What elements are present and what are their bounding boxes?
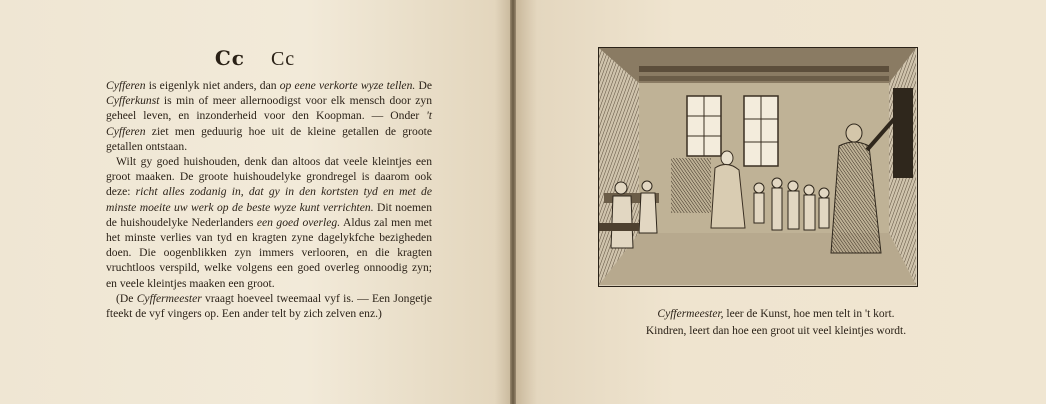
- engraving-illustration: [599, 48, 916, 285]
- caption-italic-term: Cyffermeester,: [657, 308, 724, 320]
- left-page: [0, 0, 510, 404]
- text-run: Wilt gy goed huishouden, denk dan altoos dat veele kleintjes een groot maaken. De groote huishoudelyke grondregel is daarom ook deze:: [106, 155, 432, 199]
- italic-run: Cyfferkunst: [106, 94, 160, 108]
- text-run: ziet men geduurig hoe uit de kleine getallen de groote getallen ontstaan.: [106, 124, 432, 153]
- body-text: [106, 78, 432, 321]
- italic-run: richt alles zodanig in, dat gy in den kortsten tyd en met de minste moeite uw werk op de beste wyze kunt verrichten.: [106, 185, 432, 214]
- italic-run: op eene verkorte wyze tellen.: [279, 79, 416, 92]
- heading-roman: Cc: [270, 48, 296, 70]
- paragraph-1: [106, 78, 432, 154]
- caption-line-2: Kindren, leert dan hoe een groot uit veel kleintjes wordt.: [645, 325, 907, 337]
- caption-line-1: [576, 306, 976, 323]
- text-run: is min of meer allernoodigst voor elk mensch door zyn geheel leven, en inzonderheid voor den Koopman. — Onder: [106, 94, 432, 123]
- italic-run: Cyffermeester: [136, 291, 202, 305]
- italic-run: Cyfferen: [106, 79, 146, 92]
- engraving-plate: [598, 47, 918, 287]
- text-run: Dit noemen de huishoudelyke Nederlanders: [106, 200, 432, 229]
- text-run: De: [415, 79, 433, 92]
- right-page: [516, 0, 1046, 404]
- paragraph-3: [106, 291, 432, 321]
- text-run: vraagt hoeveel tweemaal vyf is. — Een Jongetje fteekt de vyf vingers op. Een ander telt by zich zelven enz.): [106, 291, 433, 321]
- text-run: Aldus zal men met het minste verlies van tyd en kragten zyne dagelykfche bezigheden doen. Die oogenblikken zyn immers verlooren, en die kragten vruchtloos verspild, welke volgens een goed overleg onnoodig zyn; en veele kleintjes maaken een groot.: [106, 215, 433, 290]
- caption-line-1-rest: leer de Kunst, hoe men telt in 't kort.: [723, 308, 895, 320]
- italic-run: een goed overleg.: [256, 215, 341, 229]
- page-heading: [0, 46, 510, 71]
- heading-blackletter: Cc: [214, 46, 245, 70]
- text-run: is eigenlyk niet anders, dan: [145, 79, 280, 92]
- text-run: (De: [116, 291, 137, 305]
- paragraph-2: [106, 154, 432, 291]
- italic-run: 't Cyfferen: [106, 109, 432, 138]
